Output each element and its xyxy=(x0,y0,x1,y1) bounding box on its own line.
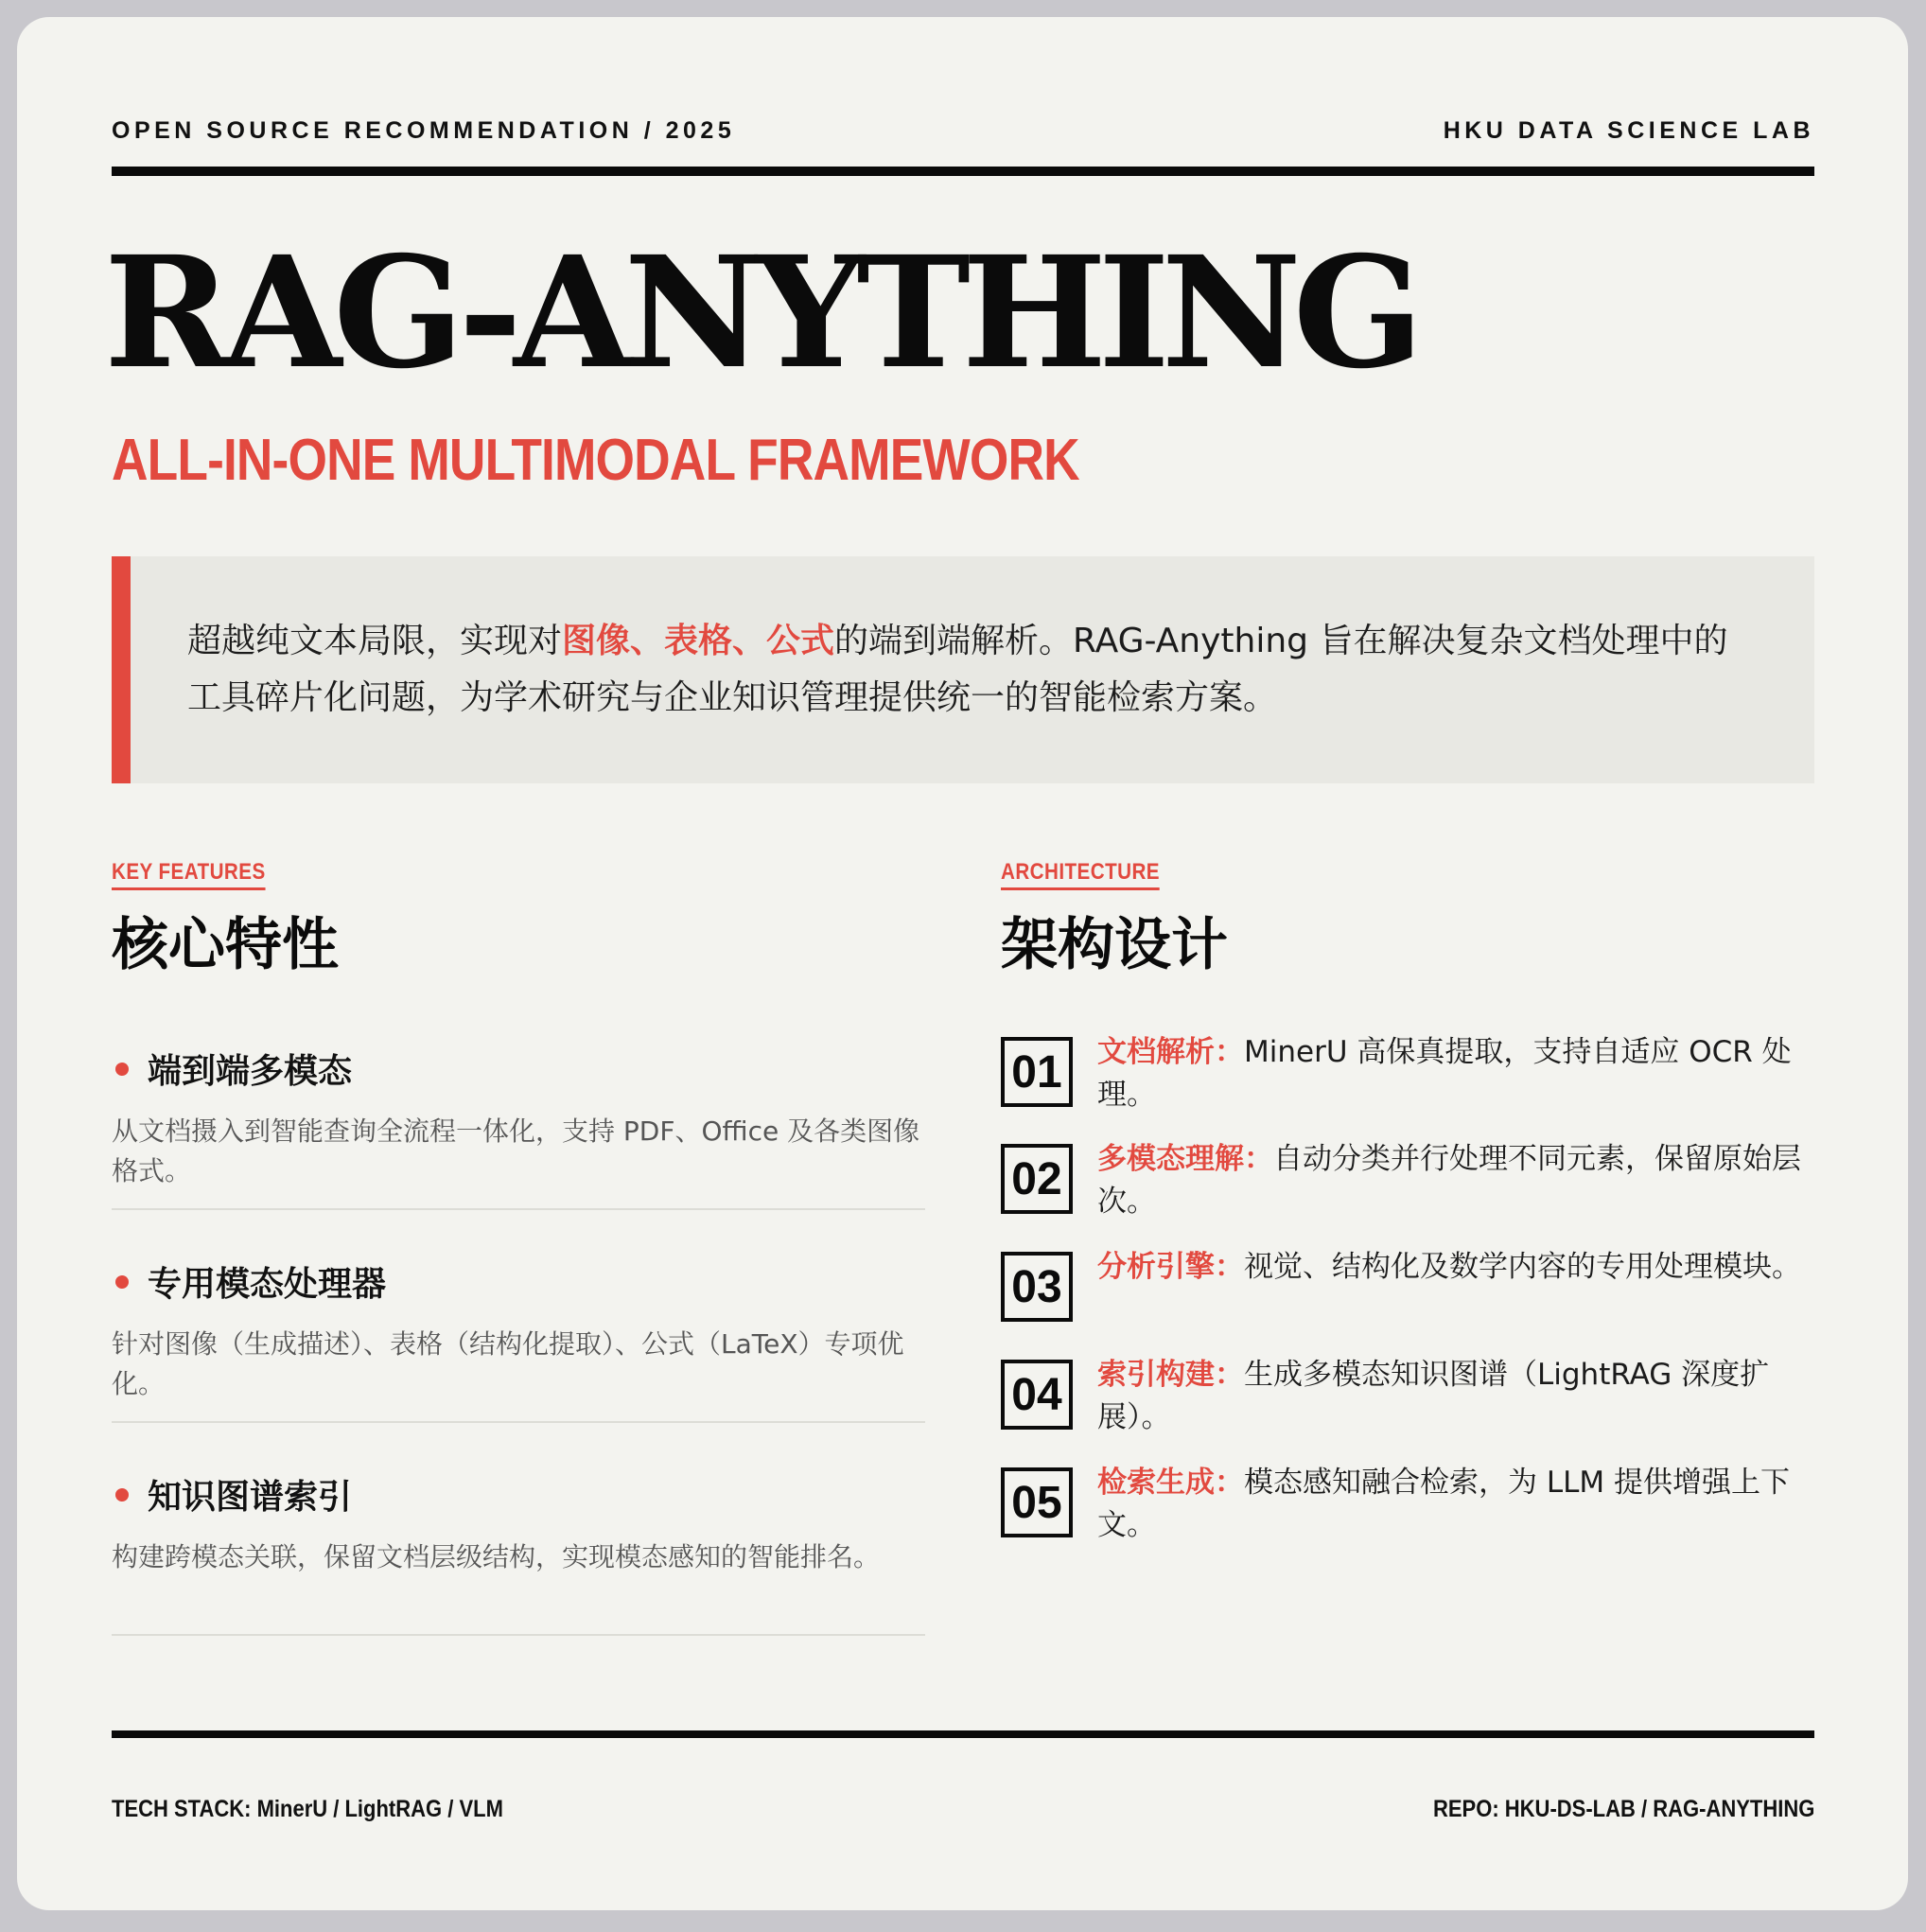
architecture-step xyxy=(1001,1467,1814,1547)
step-key: 索引构建： xyxy=(1097,1358,1244,1392)
step-desc: MinerU 高保真提取，支持自适应 OCR 处理。 xyxy=(1097,1035,1792,1112)
step-text xyxy=(1097,1138,1814,1223)
hero-subtitle: ALL-IN-ONE MULTIMODAL FRAMEWORK xyxy=(112,428,1079,493)
architecture-column xyxy=(1001,859,1814,1542)
feature-heading xyxy=(112,1257,925,1306)
footer-bar xyxy=(112,1796,1814,1823)
step-text xyxy=(1097,1031,1814,1116)
step-number: 01 xyxy=(1001,1037,1073,1107)
feature-description: 针对图像（生成描述）、表格（结构化提取）、公式（LaTeX）专项优化。 xyxy=(112,1328,904,1399)
intro-highlight: 图像、表格、公式 xyxy=(562,622,835,660)
header-right-label: HKU DATA SCIENCE LAB xyxy=(1443,117,1814,144)
step-text xyxy=(1097,1462,1814,1547)
step-desc: 模态感知融合检索，为 LLM 提供增强上下文。 xyxy=(1097,1466,1790,1542)
poster-card xyxy=(17,17,1908,1910)
architecture-title: 架构设计 xyxy=(1001,912,1228,978)
footer-tech-stack: TECH STACK: MinerU / LightRAG / VLM xyxy=(112,1796,503,1822)
feature-description: 构建跨模态关联，保留文档层级结构，实现模态感知的智能排名。 xyxy=(112,1541,881,1572)
features-column xyxy=(112,859,925,1572)
architecture-step xyxy=(1001,1037,1814,1116)
features-kicker: KEY FEATURES xyxy=(112,859,266,890)
step-key: 检索生成： xyxy=(1097,1466,1244,1500)
feature-item xyxy=(112,1470,925,1636)
hero-title: RAG-ANYTHING xyxy=(104,223,1416,403)
feature-title: 端到端多模态 xyxy=(148,1052,353,1091)
feature-heading xyxy=(112,1470,925,1519)
step-text xyxy=(1097,1246,1801,1289)
step-number: 02 xyxy=(1001,1144,1073,1214)
architecture-step xyxy=(1001,1144,1814,1223)
step-number: 03 xyxy=(1001,1252,1073,1322)
feature-title: 知识图谱索引 xyxy=(148,1478,353,1517)
step-key: 多模态理解： xyxy=(1097,1142,1273,1176)
step-desc: 自动分类并行处理不同元素，保留原始层次。 xyxy=(1097,1142,1801,1219)
step-number: 05 xyxy=(1001,1467,1073,1537)
intro-rest: 的端到端解析。RAG-Anything 旨在解决复杂文档处理中的工具碎片化问题，为学术研究与企业知识管理提供统一的智能检索方案。 xyxy=(187,622,1728,717)
bullet-dot-icon xyxy=(115,1063,129,1076)
features-title: 核心特性 xyxy=(112,912,339,978)
architecture-step xyxy=(1001,1360,1814,1439)
step-desc: 视觉、结构化及数学内容的专用处理模块。 xyxy=(1244,1250,1801,1284)
header-rule xyxy=(112,167,1814,176)
feature-description: 从文档摄入到智能查询全流程一体化，支持 PDF、Office 及各类图像格式。 xyxy=(112,1115,920,1186)
step-key: 分析引擎： xyxy=(1097,1250,1244,1284)
footer-rule xyxy=(112,1730,1814,1738)
step-key: 文档解析： xyxy=(1097,1035,1244,1069)
feature-item xyxy=(112,1045,925,1210)
bullet-dot-icon xyxy=(115,1275,129,1289)
architecture-kicker: ARCHITECTURE xyxy=(1001,859,1160,890)
bullet-dot-icon xyxy=(115,1488,129,1502)
footer-repo: REPO: HKU-DS-LAB / RAG-ANYTHING xyxy=(1432,1796,1814,1822)
architecture-step xyxy=(1001,1252,1814,1322)
header-left-label: OPEN SOURCE RECOMMENDATION / 2025 xyxy=(112,117,736,144)
step-desc: 生成多模态知识图谱（LightRAG 深度扩展）。 xyxy=(1097,1358,1770,1434)
feature-item xyxy=(112,1257,925,1423)
header-bar xyxy=(112,117,1814,145)
feature-heading xyxy=(112,1045,925,1093)
intro-callout xyxy=(112,556,1814,783)
intro-lead: 超越纯文本局限，实现对 xyxy=(187,622,563,660)
feature-title: 专用模态处理器 xyxy=(148,1265,387,1304)
step-number: 04 xyxy=(1001,1360,1073,1430)
step-text xyxy=(1097,1354,1814,1439)
